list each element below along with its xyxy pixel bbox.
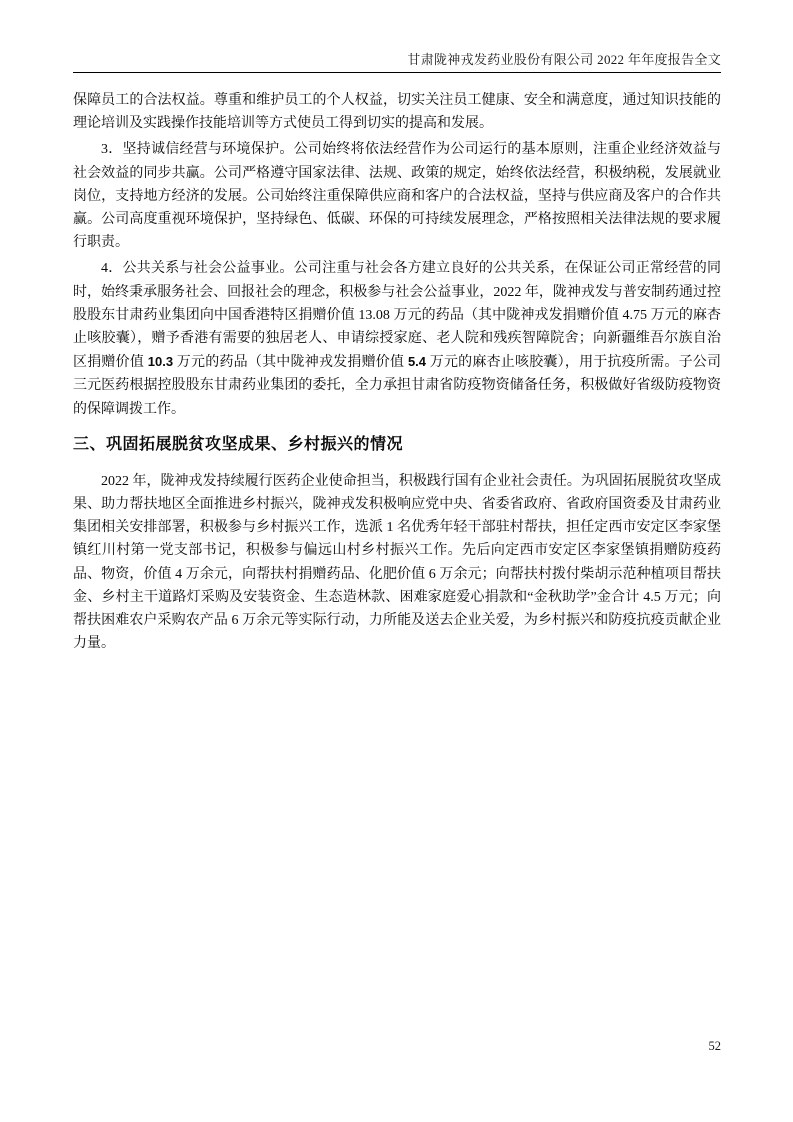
header-rule	[73, 72, 721, 73]
document-content	[73, 89, 721, 658]
running-header-title: 甘肃陇神戎发药业股份有限公司 2022 年年度报告全文	[407, 52, 721, 67]
item4-text-segment-3: 万元的麻杏止咳胶囊），用于抗疫所需。子公司三元医药根据控股股东甘肃药业集团的委托，全力承担甘肃省防疫物资储备任务，积极做好省级防疫物资的保障调拨工作。	[73, 355, 721, 417]
section-heading-rural-revitalization: 三、巩固拓展脱贫攻坚成果、乡村振兴的情况	[73, 433, 404, 453]
paragraph-item4-public-welfare	[73, 257, 721, 420]
donation-value-xinjiang-total: 10.3	[147, 354, 174, 370]
item4-text-segment-2: 万元的药品（其中陇神戎发捐赠价值	[173, 355, 408, 371]
donation-value-xinjiang-company: 5.4	[407, 354, 427, 370]
paragraph-item3-integrity-environment: 3．坚持诚信经营与环境保护。公司始终将依法经营作为公司运行的基本原则，注重企业经济效益与社会效益的同步共赢。公司严格遵守国家法律、法规、政策的规定，始终依法经营，积极纳税，发展就业岗位，支持地方经济的发展。公司始终注重保障供应商和客户的合法权益，坚持与供应商及客户的合作共赢。公司高度重视环境保护，坚持绿色、低碳、环保的可持续发展理念，严格按照相关法律法规的要求履行职责。	[73, 142, 721, 251]
paragraph-rural-revitalization: 2022 年，陇神戎发持续履行医药企业使命担当，积极践行国有企业社会责任。为巩固拓展脱贫攻坚成果、助力帮扶地区全面推进乡村振兴，陇神戎发积极响应党中央、省委省政府、省政府国资委及甘肃药业集团相关安排部署，积极参与乡村振兴工作，选派 1 名优秀年轻干部驻村帮扶，担任定西市安定区李家堡镇红川村第一党支部书记，积极参与偏远山村乡村振兴工作。先后向定西市安定区李家堡镇捐赠防疫药品、物资，价值 4 万余元，向帮扶村捐赠药品、化肥价值 6 万余元；向帮扶村拨付柴胡示范种植项目帮扶金、乡村主干道路灯采购及安装资金、生态造林款、困难家庭爱心捐款和“金秋助学”金合计 4.5 万元；向帮扶困难农户采购农产品 6 万余元等实际行动，力所能及送去企业关爱，为乡村振兴和防疫抗疫贡献企业力量。	[73, 473, 721, 652]
item4-text-segment-1: 4．公共关系与社会公益事业。公司注重与社会各方建立良好的公共关系，在保证公司正常经营的同时，始终秉承服务社会、回报社会的理念，积极参与社会公益事业，2022 年，陇神戎发与普安制药通过控股股东甘肃药业集团向中国香港特区捐赠价值 13.08 万元的药品（其中陇神戎发捐赠价值 4.75 万元的麻杏止咳胶囊），赠予香港有需要的独居老人、申请综授家庭、老人院和残疾智障院舍；向新疆维吾尔族自治区捐赠价值	[73, 261, 721, 371]
page-number: 52	[708, 1039, 721, 1053]
paragraph-employee-rights: 保障员工的合法权益。尊重和维护员工的个人权益，切实关注员工健康、安全和满意度，通过知识技能的理论培训及实践操作技能培训等方式使员工得到切实的提高和发展。	[73, 93, 721, 132]
